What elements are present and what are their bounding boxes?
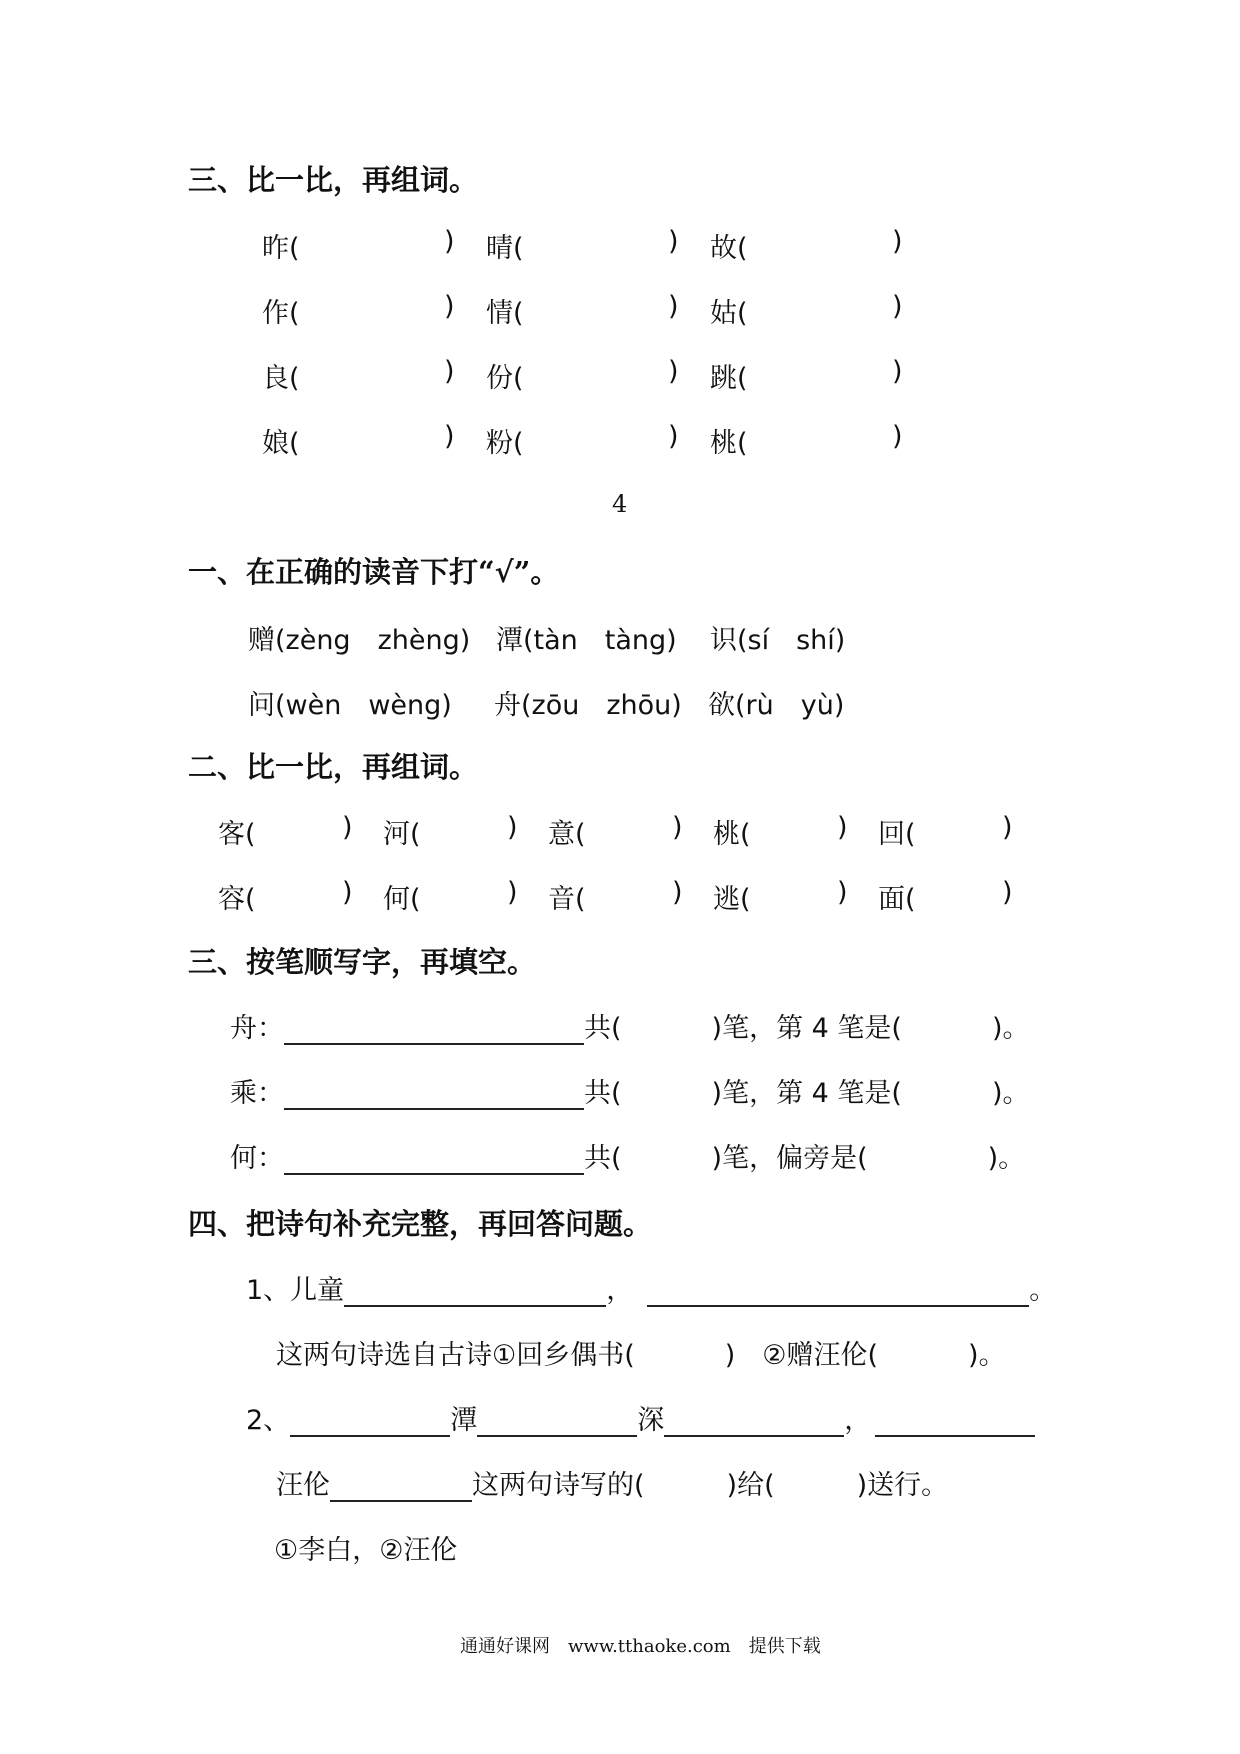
word-cell: 何( ) bbox=[383, 877, 518, 915]
section-heading-stroke-order: 三、按笔顺写字，再填空。 bbox=[188, 945, 537, 979]
poem-options: ①李白，②汪伦 bbox=[274, 1535, 458, 1566]
poem-about-line: 汪伦 这两句诗写的( )给( )送行。 bbox=[276, 1470, 949, 1501]
word-cell: 客( ) bbox=[218, 812, 353, 850]
word-cell: 桃( ) bbox=[713, 812, 848, 850]
word-cell: 良( ) bbox=[262, 356, 455, 394]
pinyin-item: 舟(zōu zhōu) bbox=[494, 690, 682, 721]
pinyin-item: 欲(rù yù) bbox=[708, 690, 845, 721]
word-cell: 昨( ) bbox=[262, 226, 455, 264]
blank-line[interactable] bbox=[330, 1472, 472, 1502]
blank-line[interactable] bbox=[290, 1407, 450, 1437]
word-cell: 晴( ) bbox=[486, 226, 679, 264]
word-cell: 回( ) bbox=[878, 812, 1013, 850]
section-heading-poem: 四、把诗句补充完整，再回答问题。 bbox=[188, 1207, 653, 1241]
word-cell: 份( ) bbox=[486, 356, 679, 394]
word-cell: 作( ) bbox=[262, 291, 455, 329]
blank-line[interactable] bbox=[477, 1407, 637, 1437]
section-heading-compare-words-a: 三、比一比，再组词。 bbox=[188, 163, 479, 197]
poem-question-2: 2、 潭 深 ， bbox=[246, 1398, 1035, 1437]
blank-line[interactable] bbox=[875, 1407, 1035, 1437]
stroke-line: 舟： 共( )笔，第 4 笔是( )。 bbox=[230, 1013, 1030, 1044]
word-cell: 河( ) bbox=[383, 812, 518, 850]
pinyin-item: 识(sí shí) bbox=[710, 625, 846, 656]
word-cell: 情( ) bbox=[486, 291, 679, 329]
blank-line[interactable] bbox=[664, 1407, 844, 1437]
word-cell: 容( ) bbox=[218, 877, 353, 915]
blank-line[interactable] bbox=[647, 1277, 1029, 1307]
footer-credit: 通通好课网 www.tthaoke.com 提供下载 bbox=[460, 1636, 821, 1657]
word-cell: 姑( ) bbox=[710, 291, 903, 329]
word-cell: 粉( ) bbox=[486, 421, 679, 459]
poem-source-line: 这两句诗选自古诗①回乡偶书( ) ②赠汪伦( )。 bbox=[276, 1340, 1006, 1371]
word-cell: 逃( ) bbox=[713, 877, 848, 915]
word-cell: 娘( ) bbox=[262, 421, 455, 459]
section-heading-compare-words-b: 二、比一比，再组词。 bbox=[188, 750, 479, 784]
pinyin-item: 问(wèn wèng) bbox=[248, 690, 452, 721]
stroke-line: 乘： 共( )笔，第 4 笔是( )。 bbox=[230, 1078, 1030, 1109]
word-cell: 意( ) bbox=[548, 812, 683, 850]
stroke-line: 何： 共( )笔，偏旁是( )。 bbox=[230, 1143, 1026, 1174]
word-cell: 桃( ) bbox=[710, 421, 903, 459]
section-heading-pronunciation: 一、在正确的读音下打“√”。 bbox=[188, 555, 560, 589]
poem-question-1: 1、儿童 ， 。 bbox=[246, 1275, 1057, 1306]
pinyin-item: 赠(zèng zhèng) bbox=[248, 625, 471, 656]
page-number: 4 bbox=[612, 490, 628, 518]
blank-line[interactable] bbox=[284, 1145, 584, 1175]
blank-line[interactable] bbox=[344, 1277, 606, 1307]
blank-line[interactable] bbox=[284, 1080, 584, 1110]
word-cell: 故( ) bbox=[710, 226, 903, 264]
blank-line[interactable] bbox=[284, 1015, 584, 1045]
word-cell: 跳( ) bbox=[710, 356, 903, 394]
word-cell: 音( ) bbox=[548, 877, 683, 915]
word-cell: 面( ) bbox=[878, 877, 1013, 915]
pinyin-item: 潭(tàn tàng) bbox=[496, 625, 677, 656]
